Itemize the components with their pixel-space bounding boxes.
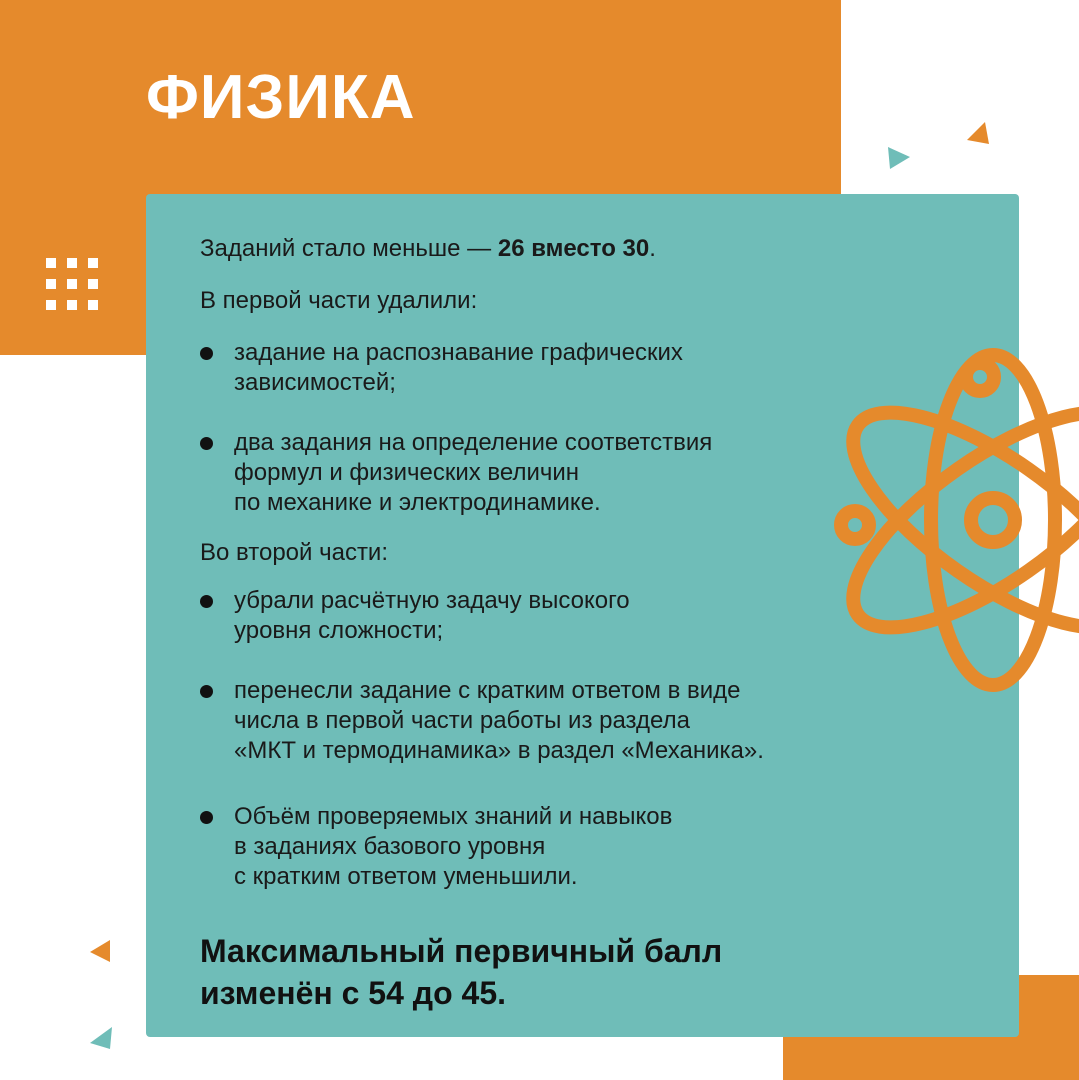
triangle-decor-icon xyxy=(88,1025,114,1051)
bullet-icon xyxy=(200,347,213,360)
intro-bold: 26 вместо 30 xyxy=(497,235,650,262)
list-item: перенесли задание с кратким ответом в виде числа в первой части работы из раздела «МКТ и термодинамика» в раздел «Механика». xyxy=(200,676,764,766)
triangle-decor-icon xyxy=(965,120,991,146)
triangle-decor-icon xyxy=(886,145,912,171)
list-item: два задания на определение соответствия формул и физических величин по механике и электродинамике. xyxy=(200,428,712,518)
bullet-icon xyxy=(200,437,213,450)
bullet-icon xyxy=(200,811,213,824)
triangle-decor-icon xyxy=(88,938,114,964)
bullet-icon xyxy=(200,595,213,608)
part2-label: Во второй части: xyxy=(200,539,389,566)
dot-grid-icon xyxy=(46,258,98,310)
atom-icon xyxy=(815,345,1079,705)
intro-text: Заданий стало меньше — 26 вместо 30. xyxy=(200,235,656,262)
final-statement: Максимальный первичный балл изменён с 54 до 45. xyxy=(200,933,723,1011)
list-item: задание на распознавание графических зависимостей; xyxy=(200,338,683,398)
page-title: ФИЗИКА xyxy=(146,63,416,132)
list-item: убрали расчётную задачу высокого уровня сложности; xyxy=(200,586,630,646)
bullet-icon xyxy=(200,685,213,698)
part1-label: В первой части удалили: xyxy=(200,287,478,314)
list-item: Объём проверяемых знаний и навыков в заданиях базового уровня с кратким ответом уменьшили. xyxy=(200,802,672,892)
